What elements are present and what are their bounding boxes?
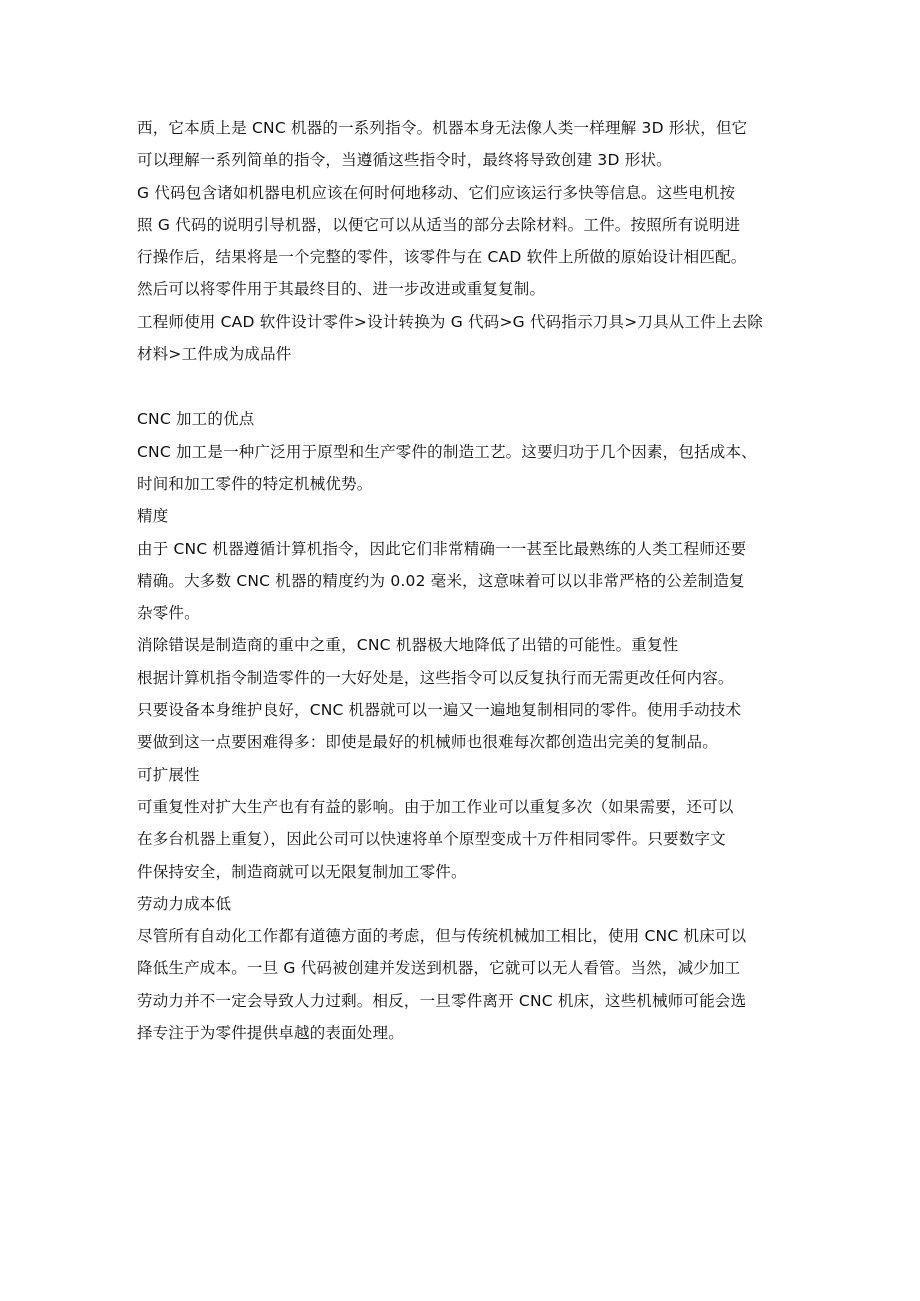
text-line: 要做到这一点要困难得多：即使是最好的机械师也很难每次都创造出完美的复制品。 <box>137 733 718 752</box>
text-line: 工程师使用 CAD 软件设计零件>设计转换为 G 代码>G 代码指示刀具>刀具从工件上去除 <box>137 312 763 331</box>
section-heading: CNC 加工的优点 <box>137 410 255 429</box>
text-line: 只要设备本身维护良好，CNC 机器就可以一遍又一遍地复制相同的零件。使用手动技术 <box>137 701 742 720</box>
text-line: 件保持安全，制造商就可以无限复制加工零件。 <box>137 862 467 881</box>
intro-section <box>137 112 797 370</box>
text-line: 精确。大多数 CNC 机器的精度约为 0.02 毫米，这意味着可以以非常严格的公差制造复 <box>137 571 745 590</box>
text-line: 降低生产成本。一旦 G 代码被创建并发送到机器，它就可以无人看管。当然，减少加工 <box>137 959 741 978</box>
subheading-scalability: 可扩展性 <box>137 765 200 784</box>
text-line: 杂零件。 <box>137 604 200 623</box>
document-body <box>137 112 797 1049</box>
paragraph-gap <box>137 370 797 403</box>
text-line: 可重复性对扩大生产也有有益的影响。由于加工作业可以重复多次（如果需要，还可以 <box>137 797 734 816</box>
text-line: 根据计算机指令制造零件的一大好处是，这些指令可以反复执行而无需更改任何内容。 <box>137 668 734 687</box>
text-line: 由于 CNC 机器遵循计算机指令，因此它们非常精确一一甚至比最熟练的人类工程师还要 <box>137 539 747 558</box>
subheading-precision: 精度 <box>137 507 169 526</box>
subheading-low-labor-cost: 劳动力成本低 <box>137 894 232 913</box>
text-line: 材料>工件成为成品件 <box>137 345 292 364</box>
text-line: 然后可以将零件用于其最终目的、进一步改进或重复复制。 <box>137 280 546 299</box>
text-line: 劳动力并不一定会导致人力过剩。相反，一旦零件离开 CNC 机床，这些机械师可能会选 <box>137 991 747 1010</box>
text-line: 行操作后，结果将是一个完整的零件，该零件与在 CAD 软件上所做的原始设计相匹配。 <box>137 248 747 267</box>
text-line: 可以理解一系列简单的指令，当遵循这些指令时，最终将导致创建 3D 形状。 <box>137 151 672 170</box>
advantages-section <box>137 403 797 1049</box>
text-line: 西，它本质上是 CNC 机器的一系列指令。机器本身无法像人类一样理解 3D 形状，但它 <box>137 119 748 137</box>
text-line: 在多台机器上重复），因此公司可以快速将单个原型变成十万件相同零件。只要数字文 <box>137 830 726 849</box>
text-line: 照 G 代码的说明引导机器，以便它可以从适当的部分去除材料。工件。按照所有说明进 <box>137 215 741 234</box>
text-line: G 代码包含诸如机器电机应该在何时何地移动、它们应该运行多快等信息。这些电机按 <box>137 183 736 202</box>
text-line: 尽管所有自动化工作都有道德方面的考虑，但与传统机械加工相比，使用 CNC 机床可以 <box>137 927 747 946</box>
text-line: 择专注于为零件提供卓越的表面处理。 <box>137 1024 404 1043</box>
text-line: 消除错误是制造商的重中之重，CNC 机器极大地降低了出错的可能性。重复性 <box>137 636 679 655</box>
text-line: 时间和加工零件的特定机械优势。 <box>137 474 373 493</box>
text-line: CNC 加工是一种广泛用于原型和生产零件的制造工艺。这要归功于几个因素，包括成本、 <box>137 442 757 461</box>
